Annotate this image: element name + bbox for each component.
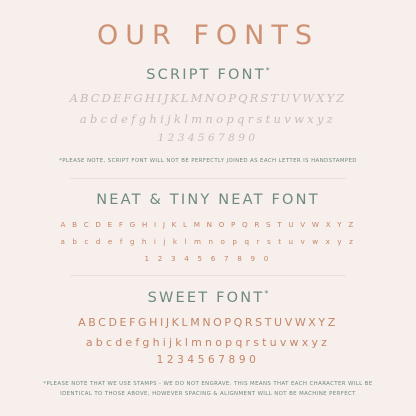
neat-font-heading: NEAT & TINY NEAT FONT bbox=[96, 192, 320, 208]
script-uppercase: ABCDEFGHIJKLMNOPQRSTUVWXYZ bbox=[69, 91, 347, 105]
footer-note-line-2: IDENTICAL TO THOSE ABOVE, HOWEVER SPACING & ALIGNMENT WILL NOT BE MACHINE PERFECT bbox=[60, 391, 356, 397]
script-font-heading-text: SCRIPT FONT bbox=[146, 66, 266, 83]
section-divider bbox=[70, 275, 346, 276]
page-title: OUR FONTS bbox=[97, 20, 319, 51]
sweet-lowercase: abcdefghijklmnopqrstuvwxyz bbox=[85, 336, 331, 349]
script-font-heading bbox=[0, 66, 416, 83]
neat-lowercase: a b c d e f g h i j k l m n o p q r s t u v w x y z bbox=[60, 237, 356, 246]
script-font-note: *PLEASE NOTE, SCRIPT FONT WILL NOT BE PERFECTLY JOINED AS EACH LETTER IS HANDSTAMPED bbox=[59, 158, 357, 164]
neat-uppercase: A B C D E F G H I J K L M N O P Q R S T U V W X Y Z bbox=[60, 220, 356, 229]
sweet-font-heading-text: SWEET FONT bbox=[147, 289, 265, 306]
script-lowercase: abcdefghijklmnopqrstuvwxyz bbox=[79, 112, 337, 126]
sweet-uppercase: ABCDEFGHIJKLMNOPQRSTUVWXYZ bbox=[78, 316, 338, 329]
sweet-font-asterisk: * bbox=[264, 289, 269, 298]
sweet-numbers: 1234567890 bbox=[156, 354, 260, 366]
script-font-asterisk: * bbox=[265, 66, 270, 75]
footer-note-line-1: *PLEASE NOTE THAT WE USE STAMPS - WE DO NOT ENGRAVE. THIS MEANS THAT EACH CHARACTER WILL BE bbox=[43, 381, 373, 387]
neat-numbers: 1 2 3 4 5 6 7 8 9 0 bbox=[144, 254, 272, 263]
sweet-font-heading bbox=[0, 289, 416, 306]
script-numbers: 1234567890 bbox=[157, 132, 259, 144]
section-divider bbox=[70, 178, 346, 179]
